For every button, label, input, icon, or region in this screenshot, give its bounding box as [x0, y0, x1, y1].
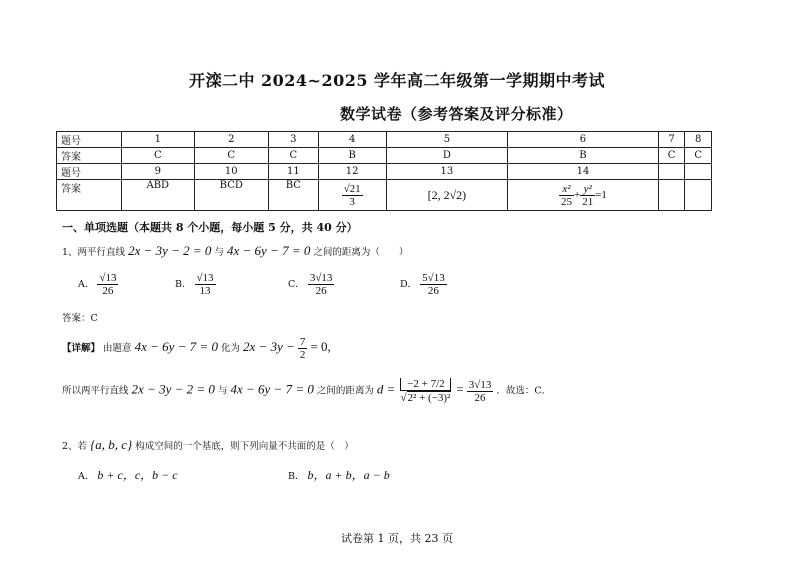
q-number: 1 [122, 132, 195, 148]
equals-sign: = [456, 381, 464, 397]
row-label: 题号 [57, 164, 122, 180]
final-text: 之间的距离为 [316, 385, 374, 397]
q1-line2: 4x − 6y − 7 = 0 [227, 243, 311, 258]
option-text: b + c，c，b − c [97, 468, 178, 482]
page-footer: 试卷第 1 页，共 23 页 [341, 532, 453, 545]
fraction: $\frac{√21}{3}$ [343, 182, 361, 208]
q-answer: C [658, 148, 685, 164]
final-text: 所以两平行直线 [62, 385, 129, 397]
empty-cell [658, 180, 685, 211]
q-number: 5 [386, 132, 508, 148]
fraction: $\frac{5√13}{26}$ [422, 272, 445, 297]
final-eq1: 2x − 3y − 2 = 0 [131, 381, 215, 397]
row-label: 答案 [57, 180, 122, 211]
q1-prefix: 1、两平行直线 [62, 247, 126, 258]
fraction: $\frac{\text{x²}}{25}$ [561, 182, 572, 208]
q-number: 8 [685, 132, 712, 148]
q-answer: ABD [122, 180, 195, 211]
q14-answer [508, 180, 658, 211]
row-label: 题号 [57, 132, 122, 148]
equals-one: =1 [595, 188, 607, 201]
q-answer: C [122, 148, 195, 164]
fraction: $\frac{7}{2}$ [299, 336, 306, 361]
q13-answer: [2, 2√2) [386, 180, 508, 211]
fraction: $\frac{√13}{13}$ [196, 272, 214, 297]
q-answer: BCD [194, 180, 268, 211]
detail-eq2-end: = 0, [310, 339, 331, 354]
q-answer: D [386, 148, 508, 164]
detail-text: 由题意 [103, 343, 132, 354]
option-label: C． [288, 279, 305, 290]
q1-final [62, 378, 551, 404]
q2-option-b [288, 466, 390, 483]
answer-table [56, 131, 712, 211]
section-heading: 一、单项选题（本题共 8 个小题，每小题 5 分，共 40 分） [62, 221, 358, 234]
q1-option-a [78, 272, 118, 297]
fraction: $\frac{3√13}{26}$ [468, 378, 492, 404]
q-number: 4 [318, 132, 386, 148]
detail-eq2: 2x − 3y − [243, 339, 295, 354]
q-number: 7 [658, 132, 685, 148]
q-number: 6 [508, 132, 658, 148]
q-answer: C [685, 148, 712, 164]
option-label: D． [400, 279, 418, 290]
document-title: 开滦二中 2024~2025 学年高二年级第一学期期中考试 [188, 71, 606, 90]
fraction: $\frac{√13}{26}$ [99, 272, 117, 297]
q-number: 11 [268, 164, 318, 180]
q1-option-c [288, 272, 334, 297]
fraction: $\frac{\text{y²}}{21}$ [582, 182, 594, 208]
q2-set: {a, b, c} [90, 437, 133, 452]
detail-label: 【详解】 [62, 343, 101, 354]
row-label: 答案 [57, 148, 122, 164]
empty-cell [685, 180, 712, 211]
question-1 [62, 243, 408, 259]
q-number: 12 [318, 164, 386, 180]
table-row [57, 164, 712, 180]
q-answer: C [268, 148, 318, 164]
q-number: 13 [386, 164, 508, 180]
q1-option-d [400, 272, 447, 297]
option-label: B． [288, 471, 305, 482]
option-label: A． [78, 471, 95, 482]
final-mid: 与 [217, 385, 228, 397]
q12-answer [318, 180, 386, 211]
q1-line1: 2x − 3y − 2 = 0 [128, 243, 212, 258]
q-answer: C [194, 148, 268, 164]
q-answer: B [508, 148, 658, 164]
q-number: 3 [268, 132, 318, 148]
distance-fraction: −2 + 7/2 √ 2² + (−3)² [398, 378, 453, 404]
final-end: ．故选：C． [496, 385, 552, 397]
q1-answer: 答案：C [62, 313, 98, 324]
empty-cell [685, 164, 712, 180]
empty-cell [658, 164, 685, 180]
q-number: 10 [194, 164, 268, 180]
q-number: 9 [122, 164, 195, 180]
final-eq2: 4x − 6y − 7 = 0 [230, 381, 314, 397]
table-row [57, 148, 712, 164]
detail-text: 化为 [220, 343, 240, 354]
q-answer: B [318, 148, 386, 164]
q2-suffix: 构成空间的一个基底，则下列向量不共面的是（ ） [135, 441, 354, 452]
q1-suffix: 之间的距离为（ ） [313, 247, 409, 258]
q1-mid: 与 [214, 247, 224, 258]
table-row [57, 180, 712, 211]
question-2 [62, 437, 354, 453]
q2-option-a [78, 466, 178, 483]
q1-option-b [175, 272, 216, 297]
document-subtitle: 数学试卷（参考答案及评分标准） [340, 105, 573, 123]
option-label: B． [175, 279, 192, 290]
q-answer: BC [268, 180, 318, 211]
plus-sign: + [574, 188, 581, 201]
q2-prefix: 2、若 [62, 441, 88, 452]
q1-detail [62, 336, 331, 361]
option-label: A． [78, 279, 95, 290]
detail-eq: 4x − 6y − 7 = 0 [134, 339, 218, 354]
distance-label: d = [376, 381, 396, 397]
fraction: $\frac{3√13}{26}$ [309, 272, 333, 297]
q-number: 14 [508, 164, 658, 180]
option-text: b，a + b，a − b [307, 468, 390, 482]
q-number: 2 [194, 132, 268, 148]
table-row [57, 132, 712, 148]
